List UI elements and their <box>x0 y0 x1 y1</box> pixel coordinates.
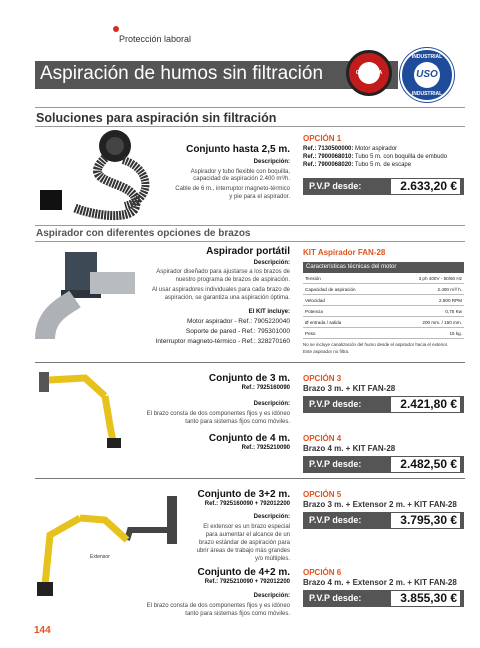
product-title: Aspirador portátil <box>206 246 290 257</box>
section-title-2: Aspirador con diferentes opciones de brazos <box>36 228 251 239</box>
desc-label: Descripción: <box>253 514 290 520</box>
price-label: P.V.P desde: <box>309 399 362 409</box>
desc-line: brazo estándar de aspiración para <box>198 540 290 546</box>
spec-row: Ø entrada / salida 200 mm. / 160 mm. <box>303 317 464 328</box>
option-subtitle: Brazo 3 m. + KIT FAN-28 <box>303 384 396 393</box>
option-title: OPCIÓN 3 <box>303 374 342 383</box>
desc-line: Aspirador diseñado para ajustarse a los brazos de <box>156 269 290 275</box>
kit-line: Interruptor magneto-térmico - Ref.: 328270160 <box>155 338 290 345</box>
desc-label: Descripción: <box>253 593 290 599</box>
desc-line: El extensor es un brazo especial <box>203 524 290 530</box>
option-title: OPCIÓN 5 <box>303 490 342 499</box>
desc-label: Descripción: <box>253 260 290 266</box>
arm-3m-photo-icon <box>35 366 130 451</box>
guarantee-badge-icon <box>346 50 392 96</box>
desc-line: tanto para sistemas fijos como móviles. <box>185 419 290 425</box>
ref-line: Ref.: 7900068010: Tubo 5 m. con boquilla de embudo <box>303 154 448 160</box>
option-subtitle: Brazo 4 m. + Extensor 2 m. + KIT FAN-28 <box>303 578 457 587</box>
price-value: 3.795,30 € <box>391 513 460 528</box>
brand-dot-icon <box>113 26 119 32</box>
kit-label: El KIT incluye: <box>248 309 290 315</box>
desc-label: Descripción: <box>253 159 290 165</box>
spec-row: Capacidad de aspiración 2.400 m³/ h. <box>303 284 464 295</box>
option-title: OPCIÓN 4 <box>303 434 342 443</box>
desc-line: El brazo consta de dos componentes fijos y es idóneo <box>146 411 290 417</box>
price-box <box>303 456 464 473</box>
ref-label: Ref.: 7925210090 <box>241 445 290 451</box>
divider <box>35 362 465 363</box>
desc-line: ubrir áreas de trabajo más grandes <box>196 548 290 554</box>
badge-bottom-text: INDUSTRIAL <box>411 91 443 97</box>
desc-line: Cable de 6 m., interruptor magneto-térmico <box>175 186 290 192</box>
spec-row: Tensión 3 ph 400V - 50/60 Hz <box>303 273 464 284</box>
desc-line: nuestro programa de brazos de aspiración. <box>175 277 290 283</box>
spec-row: Potencia 0,75 Kw <box>303 306 464 317</box>
badge-uso-text: USO <box>416 69 438 80</box>
price-box <box>303 396 464 413</box>
divider <box>35 126 465 127</box>
ref-label: Ref.: 7925160090 <box>241 385 290 391</box>
product-title: Conjunto de 4 m. <box>208 433 290 444</box>
ref-line: Ref.: 7130500000: Motor aspirador <box>303 146 398 152</box>
ref-label: Ref.: 7925210090 + 792012200 <box>204 579 290 585</box>
page-title: Aspiración de humos sin filtración <box>40 63 324 84</box>
extensor-label: Extensor <box>90 554 110 560</box>
spec-note: Este aspirador no filtra. <box>303 349 350 354</box>
desc-line: Al usar aspiradores individuales para cada brazo de <box>151 287 290 293</box>
price-box <box>303 512 464 529</box>
kit-title: KIT Aspirador FAN-28 <box>303 248 386 257</box>
desc-line: Aspirador y tubo flexible con boquilla, <box>190 169 290 175</box>
product-title: Conjunto de 3+2 m. <box>197 489 290 500</box>
price-value: 3.855,30 € <box>391 591 460 606</box>
category-label: Protección laboral <box>119 34 192 44</box>
price-value: 2.421,80 € <box>391 397 460 412</box>
badge-top-text: INDUSTRIAL <box>411 54 443 60</box>
kit-line: Soporte de pared - Ref.: 795301000 <box>185 328 290 335</box>
price-box <box>303 590 464 607</box>
industrial-use-badge-icon <box>400 48 454 102</box>
divider <box>35 107 465 108</box>
desc-line: tanto para sistemas fijos como móviles. <box>185 611 290 617</box>
divider <box>35 241 465 242</box>
desc-line: para aumentar el alcance de un <box>205 532 290 538</box>
option-subtitle: Brazo 4 m. + KIT FAN-28 <box>303 444 396 453</box>
desc-label: Descripción: <box>253 401 290 407</box>
price-value: 2.633,20 € <box>391 179 460 194</box>
desc-line: aspiración, se garantiza una aspiración óptima. <box>164 295 290 301</box>
price-value: 2.482,50 € <box>391 457 460 472</box>
kit-line: Motor aspirador - Ref.: 7905220040 <box>187 318 290 325</box>
option-title: OPCIÓN 1 <box>303 134 342 143</box>
price-label: P.V.P desde: <box>309 515 362 525</box>
option-title: OPCIÓN 6 <box>303 568 342 577</box>
product-title: Conjunto hasta 2,5 m. <box>186 144 290 155</box>
product-title: Conjunto de 4+2 m. <box>197 567 290 578</box>
desc-line: y pie para el aspirador. <box>229 194 290 200</box>
option-subtitle: Brazo 3 m. + Extensor 2 m. + KIT FAN-28 <box>303 500 457 509</box>
spec-note: No se incluye canalización del humo desde el aspirador hacia el exterior. <box>303 342 449 347</box>
spec-row: Peso 15 kg. <box>303 328 464 339</box>
aspirator-hose-photo-icon <box>35 128 160 223</box>
price-label: P.V.P desde: <box>309 181 362 191</box>
guarantee-label: GARANTÍA <box>355 70 383 76</box>
divider <box>35 225 465 226</box>
desc-line: El brazo consta de dos componentes fijos y es idóneo <box>146 603 290 609</box>
ref-line: Ref.: 7900068020: Tubo 5 m. de escape <box>303 162 412 168</box>
spec-row: Velocidad 2.800 RPM <box>303 295 464 306</box>
price-label: P.V.P desde: <box>309 459 362 469</box>
portable-aspirator-photo-icon <box>35 244 135 339</box>
product-title: Conjunto de 3 m. <box>208 373 290 384</box>
desc-line: capacidad de aspiración 2.400 m³/h. <box>193 176 290 182</box>
spec-table-header: Características técnicas del motor <box>303 262 464 273</box>
divider <box>35 478 465 479</box>
ref-label: Ref.: 7925160090 + 792012200 <box>204 501 290 507</box>
desc-line: y/o múltiples. <box>254 556 290 562</box>
price-box <box>303 178 464 195</box>
section-title-1: Soluciones para aspiración sin filtración <box>36 111 277 125</box>
price-label: P.V.P desde: <box>309 593 362 603</box>
page-number: 144 <box>34 625 51 636</box>
